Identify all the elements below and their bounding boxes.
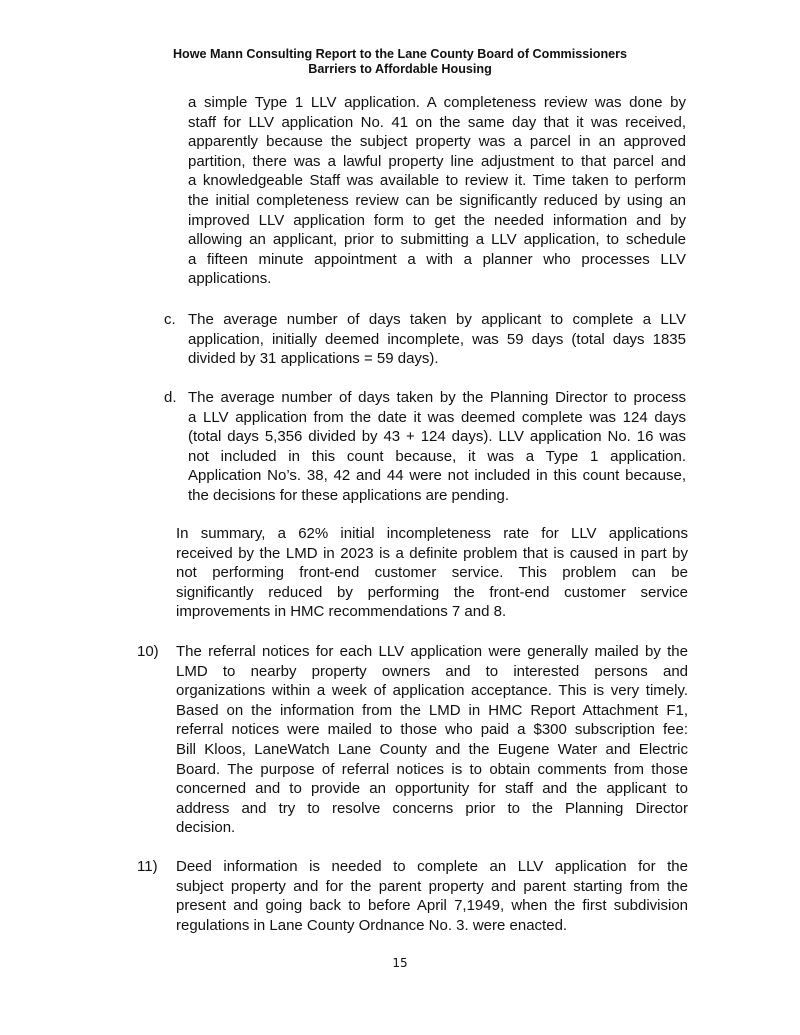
text-line: In summary, a 62% initial incompleteness rate for LLV applications	[176, 525, 688, 542]
text-line: The average number of days taken by the Planning Director to process	[188, 389, 686, 406]
text-line: allowing an applicant, prior to submitting a LLV application, to schedule	[188, 231, 686, 249]
text-line: subject property and for the parent property and parent starting from the	[176, 877, 688, 895]
text-line: partition, there was a lawful property line adjustment to that parcel and	[188, 152, 686, 170]
text-line: The average number of days taken by applicant to complete a LLV	[188, 311, 686, 328]
text-line: not performing front-end customer service. This problem can be	[176, 564, 688, 582]
text-line: (total days 5,356 divided by 43 + 124 days). LLV application No. 16 was	[188, 428, 686, 446]
text-line: the initial completeness review can be significantly reduced by using an	[188, 191, 686, 209]
text-line: LMD to nearby property owners and to interested persons and	[176, 662, 688, 680]
text-line: The referral notices for each LLV application were generally mailed by the	[176, 643, 688, 660]
text-line: apparently because the subject property was a parcel in an approved	[188, 133, 686, 151]
paragraph-continued	[188, 93, 686, 289]
item-10-text	[176, 642, 688, 838]
text-line: Deed information is needed to complete an LLV application for the	[176, 858, 688, 875]
text-line: improved LLV application form to get the needed information and by	[188, 211, 686, 229]
header-subtitle: Barriers to Affordable Housing	[308, 62, 492, 76]
text-line: a LLV application from the date it was deemed complete was 124 days	[188, 408, 686, 426]
text-line: concerned and to provide an opportunity for staff and the applicant to	[176, 780, 688, 798]
summary-paragraph	[176, 524, 688, 622]
text-line: a fifteen minute appointment a with a planner who processes LLV	[188, 250, 686, 268]
item-d-text	[188, 388, 686, 506]
page-number: 15	[392, 956, 408, 970]
text-line: Application No’s. 38, 42 and 44 were not included in this count because,	[188, 467, 686, 485]
text-line: regulations in Lane County Ordnance No. 3. were enacted.	[176, 916, 568, 934]
text-line: a knowledgeable Staff was available to review it. Time taken to perform	[188, 172, 686, 190]
text-line: present and going back to before April 7,1949, when the first subdivision	[176, 897, 688, 915]
text-line: Board. The purpose of referral notices is to obtain comments from those	[176, 760, 688, 778]
text-line: applications.	[188, 270, 272, 288]
text-line: not included in this count because, it was a Type 1 application.	[188, 447, 686, 465]
page-header	[0, 47, 800, 77]
text-line: address and try to resolve concerns prior to the Planning Director	[176, 799, 688, 817]
item-11-text	[176, 857, 688, 935]
text-line: a simple Type 1 LLV application. A completeness review was done by	[188, 94, 686, 111]
item-10-label: 10)	[137, 643, 159, 660]
text-line: organizations within a week of application acceptance. This is very timely.	[176, 682, 688, 700]
item-11-label: 11)	[137, 858, 158, 875]
text-line: Based on the information from the LMD in HMC Report Attachment F1,	[176, 701, 688, 719]
text-line: Bill Kloos, LaneWatch Lane County and the Eugene Water and Electric	[176, 740, 688, 758]
item-c-text	[188, 310, 686, 369]
text-line: staff for LLV application No. 41 on the same day that it was received,	[188, 113, 686, 131]
text-line: application, initially deemed incomplete, was 59 days (total days 1835	[188, 330, 686, 348]
text-line: significantly reduced by performing the front-end customer service	[176, 583, 688, 601]
item-c-label: c.	[164, 311, 176, 328]
text-line: decision.	[176, 819, 236, 837]
text-line: divided by 31 applications = 59 days).	[188, 350, 439, 368]
text-line: the decisions for these applications are pending.	[188, 486, 510, 504]
text-line: received by the LMD in 2023 is a definite problem that is caused in part by	[176, 544, 688, 562]
header-title: Howe Mann Consulting Report to the Lane County Board of Commissioners	[172, 47, 628, 61]
item-d-label: d.	[164, 389, 177, 406]
text-line: referral notices were mailed to those who paid a $300 subscription fee:	[176, 721, 688, 739]
text-line: improvements in HMC recommendations 7 and 8.	[176, 603, 507, 621]
